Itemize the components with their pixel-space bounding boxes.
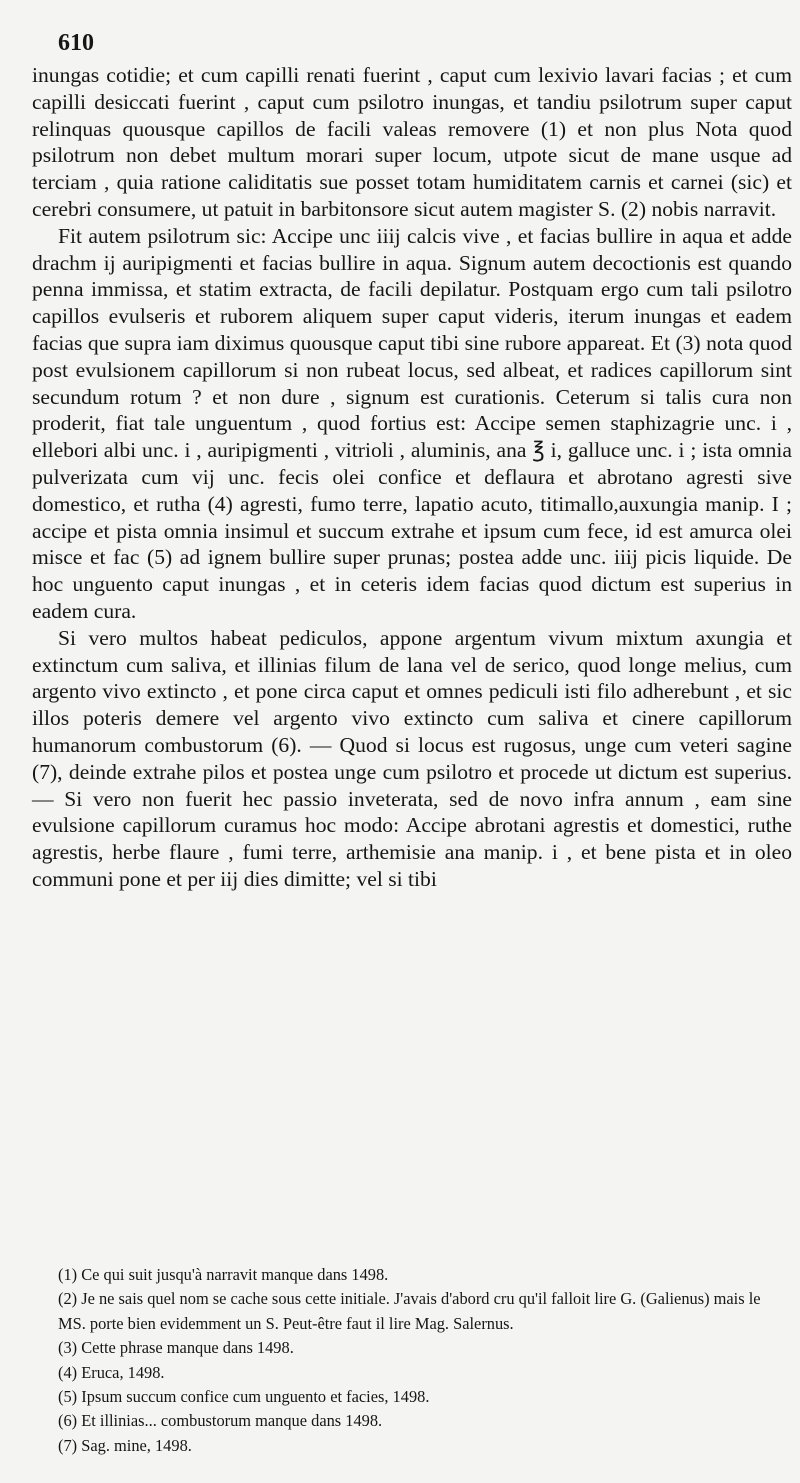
footnote-5: [58, 1385, 786, 1409]
footnote-text: Sag. mine, 1498.: [81, 1435, 192, 1455]
footnote-mark: (5): [58, 1387, 78, 1407]
footnote-mark: (1): [58, 1265, 78, 1284]
page-number: 610: [58, 30, 94, 56]
paragraph-1: inungas cotidie; et cum capilli renati fuerint , caput cum lexivio lavari facias ; et cum capilli desiccati fuerint , caput cum psilotro inungas, et tandiu psilotrum super caput relinquas quousque capillos de facili valeas removere (1) et non plus Nota quod psilotrum non debet multum morari super locum, utpote sicut de mane usque ad terciam , quia ratione caliditatis sue posset totam humiditatem carnis et carnei (sic) et cerebri consumere, ut patuit in barbitonsore sicut autem magister S. (2) nobis narravit.: [32, 63, 792, 221]
footnote-text: Je ne sais quel nom se cache sous cette initiale. J'avais d'abord cru qu'il falloit lire G. (Galienus) mais le MS. porte bien evidemment un S. Peut-être faut il lire Mag. Salernus.: [58, 1289, 761, 1333]
footnote-4: [58, 1361, 786, 1385]
footnote-mark: (7): [58, 1435, 78, 1455]
footnote-1: [58, 1263, 786, 1287]
footnote-text: Eruca, 1498.: [81, 1362, 165, 1382]
paragraph-2: Fit autem psilotrum sic: Accipe unc iiij calcis vive , et facias bullire in aqua et adde drachm ij auripigmenti et facias bullire in aqua. Signum autem decoctionis est quando penna immissa, et statim extracta, de facili depilatur. Postquam ergo cum tali psilotro capillos evulseris et ruborem aliquem super caput videris, iterum inungas et eadem facias que supra iam diximus quousque caput tibi sine rubore appareat. Et (3) nota quod post evulsionem capillorum si non rubeat locus, sed albeat, et radices capillorum sint secundum rotum ? et non dure , signum est curationis. Ceterum si talis cura non proderit, fiat tale unguentum , quod fortius est: Accipe semen staphizagrie unc. i , ellebori albi unc. i , auripigmenti , vitrioli , aluminis, ana ℥ i, galluce unc. i ; ista omnia pulverizata cum vij unc. fecis olei confice et deflaura et abrotano agresti sive domestico, et rutha (4) agresti, fumo terre, lapatio acuto, titimallo,auxungia manip. I ; accipe et pista omnia insimul et succum extrahe et ipsum cum fece, id est amurca olei misce et fac (5) ad ignem bullire super prunas; postea adde unc. iiij picis liquide. De hoc unguento caput inungas , et in ceteris idem facias quod dictum est superius in eadem cura.: [32, 223, 792, 623]
footnote-text: Ipsum succum confice cum unguento et facies, 1498.: [81, 1387, 430, 1407]
footnotes: [58, 1263, 786, 1458]
footnote-mark: (4): [58, 1362, 78, 1382]
footnote-text: Cette phrase manque dans 1498.: [81, 1338, 294, 1358]
body-text: [32, 62, 792, 893]
footnote-mark: (6): [58, 1411, 78, 1431]
footnote-text: Ce qui suit jusqu'à narravit manque dans 1498.: [81, 1265, 389, 1284]
footnote-text: Et illinias... combustorum manque dans 1498.: [81, 1411, 383, 1431]
footnote-mark: (2): [58, 1289, 78, 1309]
footnote-6: [58, 1409, 786, 1433]
paragraph-3: Si vero multos habeat pediculos, appone argentum vivum mixtum axungia et extinctum cum saliva, et illinias filum de lana vel de serico, quod longe melius, cum argento vivo extincto , et pone circa caput et omnes pediculi isti filo adherebunt , et sic illos poteris demere vel argento vivo extincto cum saliva et cinere capillorum humanorum combustorum (6). — Quod si locus est rugosus, unge cum veteri sagine (7), deinde extrahe pilos et postea unge cum psilotro et procede ut dictum est superius. — Si vero non fuerit hec passio inveterata, sed de novo infra annum , eam sine evulsione capillorum curamus hoc modo: Accipe abrotani agrestis et domestici, ruthe agrestis, herbe flaure , fumi terre, arthemisie ana manip. i , et bene pista et in oleo communi pone et per iij dies dimitte; vel si tibi: [32, 625, 792, 891]
footnote-mark: (3): [58, 1338, 78, 1358]
footnote-7: [58, 1434, 786, 1458]
footnote-3: [58, 1336, 786, 1360]
footnote-2: [58, 1287, 786, 1336]
